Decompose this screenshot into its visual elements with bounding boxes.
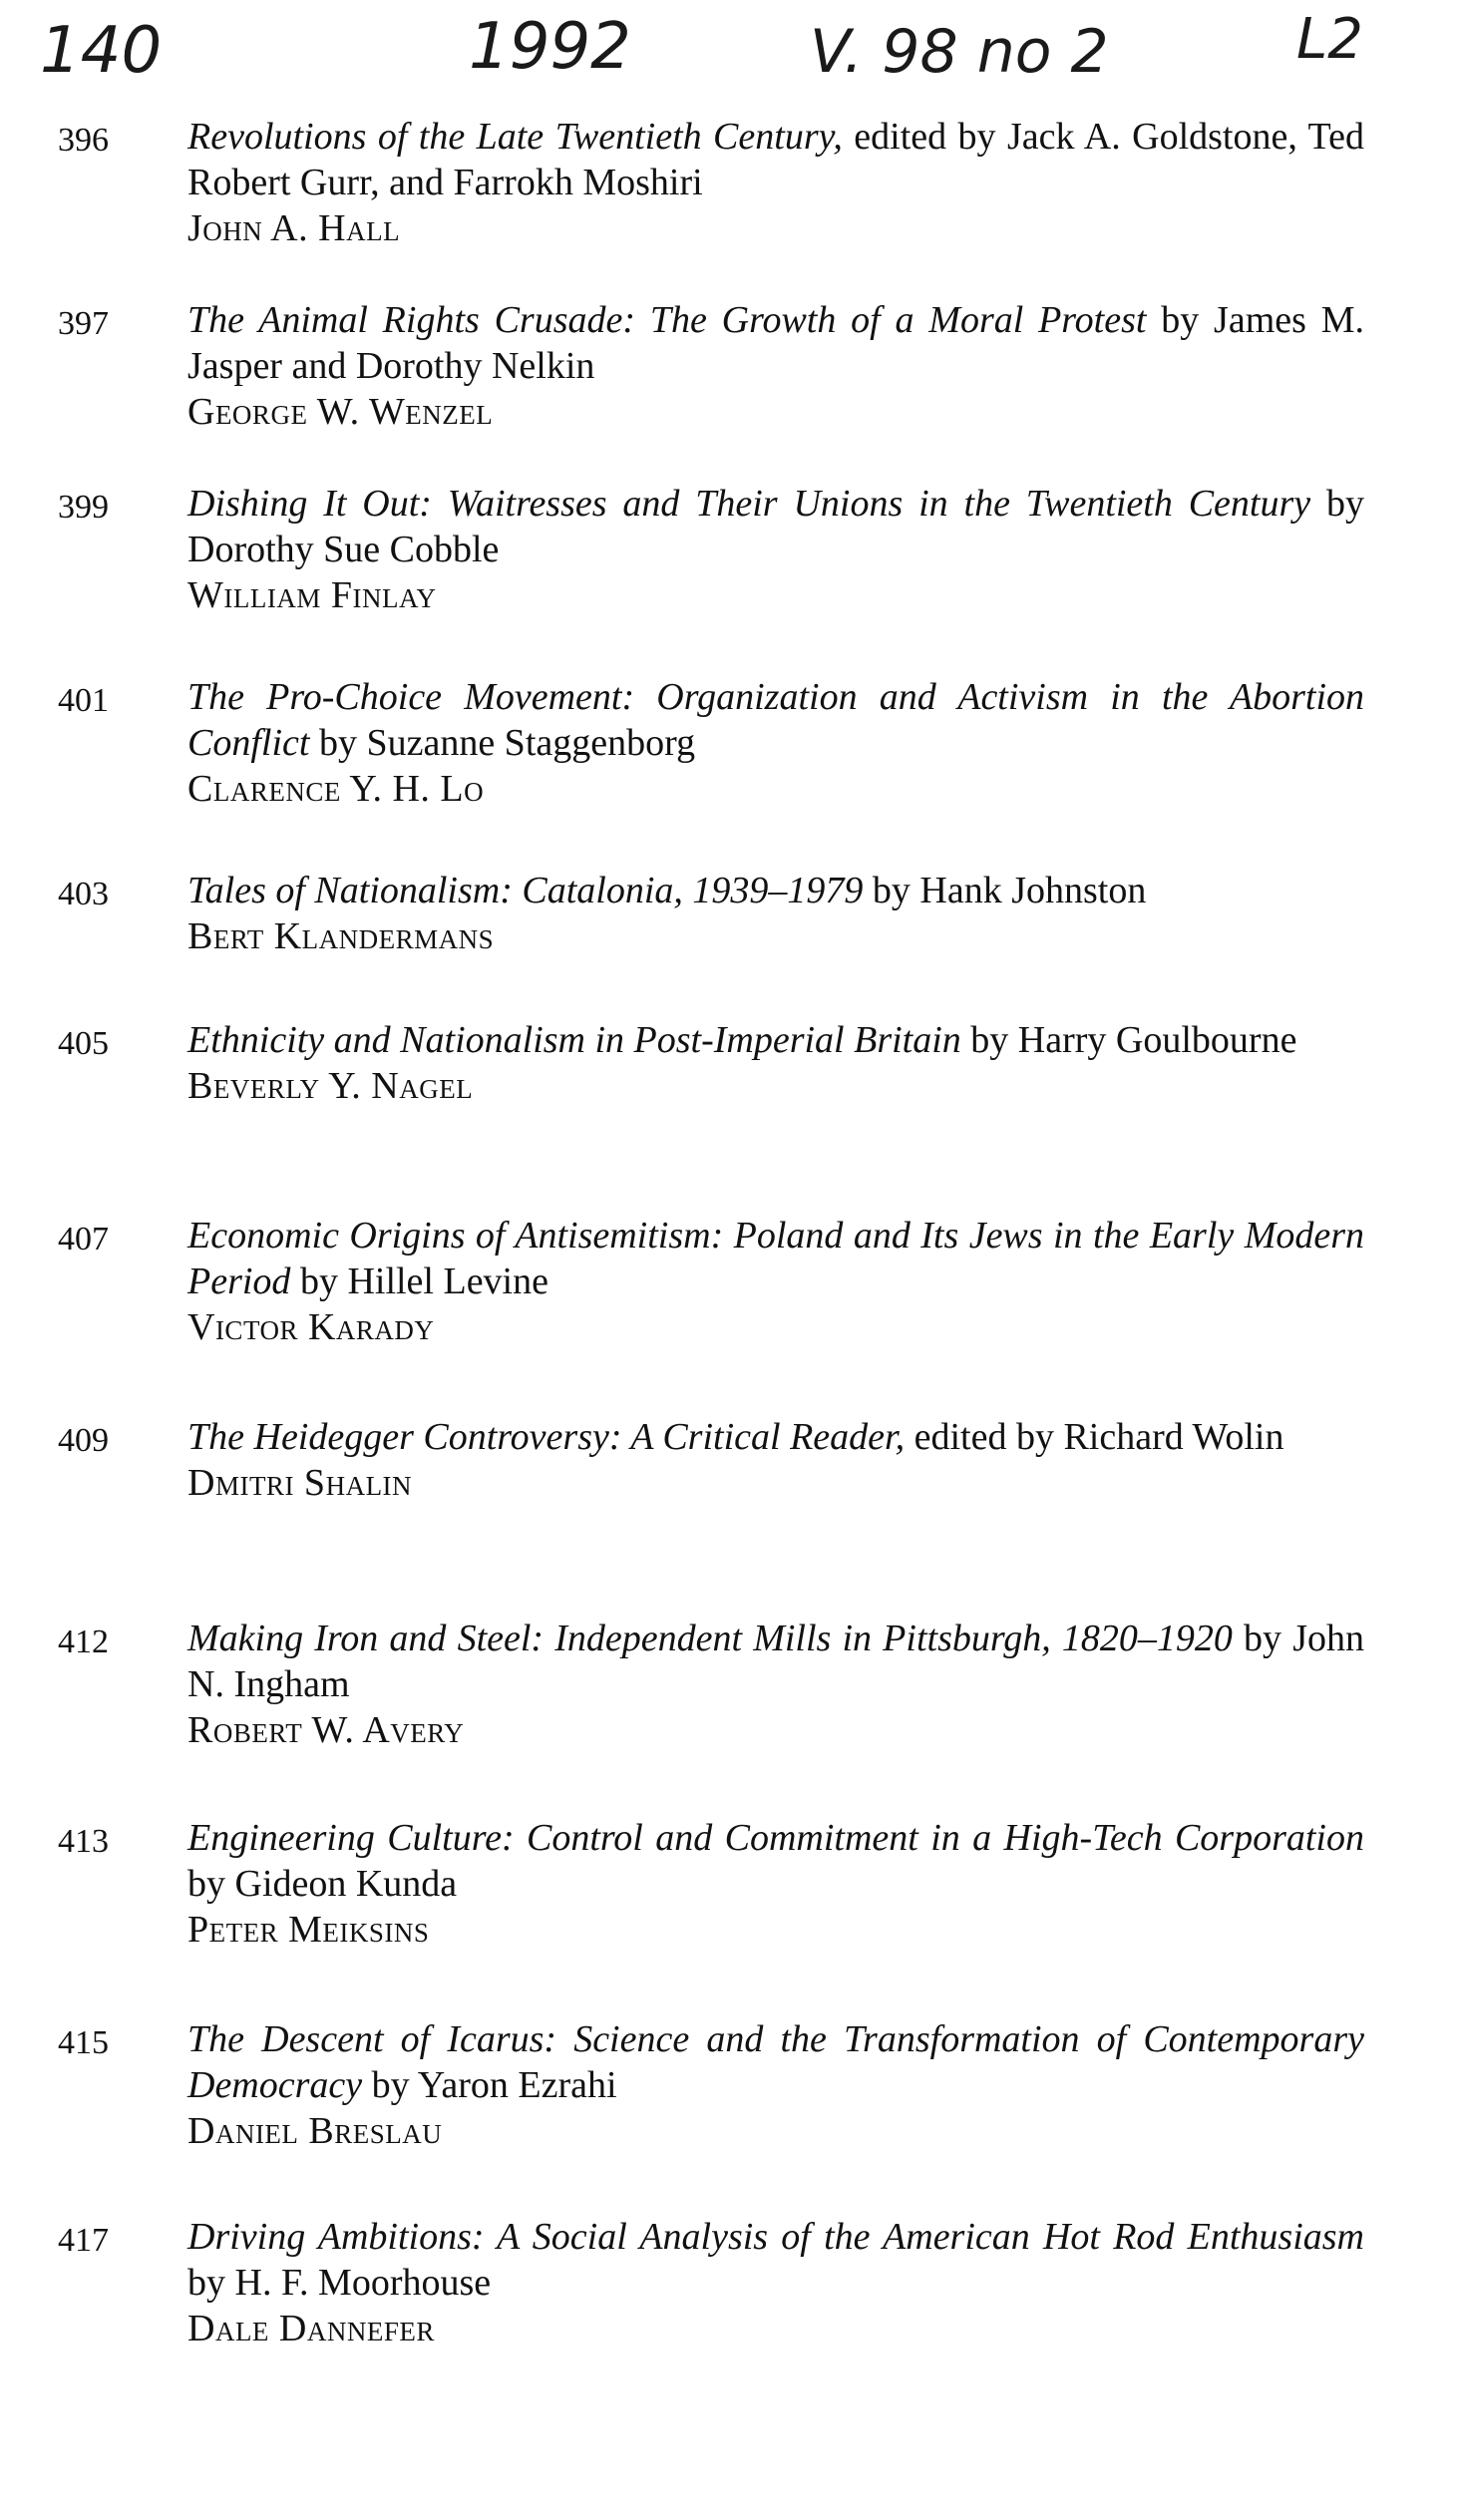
book-citation [187, 481, 1364, 572]
reviewer-name: Clarence Y. H. Lo [187, 768, 485, 810]
reviewer-name: Victor Karady [187, 1306, 435, 1348]
book-authors: edited by Richard Wolin [905, 1416, 1284, 1458]
handwritten-volume: V. 98 no 2 [810, 17, 1109, 87]
book-citation [187, 1616, 1364, 1707]
reviewer-name: Peter Meiksins [187, 1909, 430, 1951]
page-number: 401 [58, 682, 109, 719]
book-title: The Pro-Choice Movement: Organization and Activism in the Abortion Conflict [187, 676, 1364, 764]
reviewer-name: William Finlay [187, 574, 437, 616]
page-number: 397 [58, 305, 109, 342]
book-citation [187, 114, 1364, 205]
page-number: 417 [58, 2222, 109, 2259]
page-number: 413 [58, 1823, 109, 1860]
book-citation [187, 1815, 1364, 1907]
book-title: The Descent of Icarus: Science and the Transformation of Contemporary Democracy [187, 2018, 1364, 2106]
book-authors: by H. F. Moorhouse [187, 2262, 492, 2304]
book-citation [187, 1213, 1364, 1304]
page-number: 399 [58, 489, 109, 526]
book-citation [187, 297, 1364, 389]
book-title: Dishing It Out: Waitresses and Their Unions in the Twentieth Century [187, 483, 1311, 525]
book-title: Ethnicity and Nationalism in Post-Imperial Britain [187, 1019, 961, 1061]
book-title: Tales of Nationalism: Catalonia, 1939–1979 [187, 870, 864, 911]
book-title: Economic Origins of Antisemitism: Poland and Its Jews in the Early Modern Period [187, 1215, 1364, 1302]
reviewer-name: John A. Hall [187, 207, 401, 249]
book-authors: edited by Jack A. Goldstone, Ted Robert Gurr, and Farrokh Moshiri [187, 116, 1364, 203]
book-title: The Heidegger Controversy: A Critical Reader, [187, 1416, 906, 1458]
book-authors: by John N. Ingham [187, 1618, 1364, 1705]
book-title: Driving Ambitions: A Social Analysis of the American Hot Rod Enthusiasm [187, 2216, 1364, 2258]
page-number: 403 [58, 876, 109, 912]
book-authors: by Suzanne Staggenborg [309, 722, 696, 764]
book-title: The Animal Rights Crusade: The Growth of a Moral Protest [187, 299, 1147, 341]
page-number: 396 [58, 122, 109, 159]
reviewer-name: Beverly Y. Nagel [187, 1065, 474, 1107]
book-citation [187, 1017, 1364, 1063]
reviewer-name: Dale Dannefer [187, 2308, 435, 2349]
reviewer-name: Robert W. Avery [187, 1709, 465, 1751]
book-citation [187, 674, 1364, 766]
book-citation [187, 2214, 1364, 2306]
page-number: 409 [58, 1422, 109, 1459]
book-title: Engineering Culture: Control and Commitment in a High-Tech Corporation [187, 1817, 1364, 1859]
book-authors: by Hillel Levine [290, 1260, 548, 1302]
reviewer-name: Bert Klandermans [187, 915, 495, 957]
book-title: Making Iron and Steel: Independent Mills in Pittsburgh, 1820–1920 [187, 1618, 1233, 1659]
book-authors: by Dorothy Sue Cobble [187, 483, 1364, 570]
book-authors: by Harry Goulbourne [960, 1019, 1297, 1061]
book-title: Revolutions of the Late Twentieth Century, [187, 116, 843, 158]
book-citation [187, 1414, 1364, 1460]
book-citation [187, 868, 1364, 913]
handwritten-year: 1992 [469, 10, 631, 84]
handwritten-annotation [0, 0, 1459, 110]
reviewer-name: Daniel Breslau [187, 2110, 443, 2152]
page-number: 407 [58, 1221, 109, 1258]
page-number: 412 [58, 1623, 109, 1660]
book-authors: by Gideon Kunda [187, 1863, 458, 1905]
book-authors: by Hank Johnston [863, 870, 1147, 911]
book-authors: by James M. Jasper and Dorothy Nelkin [187, 299, 1364, 387]
book-citation [187, 2016, 1364, 2108]
handwritten-call-number: 140 [40, 14, 163, 88]
reviewer-name: George W. Wenzel [187, 391, 494, 433]
page-number: 405 [58, 1025, 109, 1062]
book-authors: by Yaron Ezrahi [362, 2064, 617, 2106]
handwritten-extra: L2 [1296, 7, 1363, 72]
page-number: 415 [58, 2024, 109, 2061]
reviewer-name: Dmitri Shalin [187, 1462, 413, 1504]
